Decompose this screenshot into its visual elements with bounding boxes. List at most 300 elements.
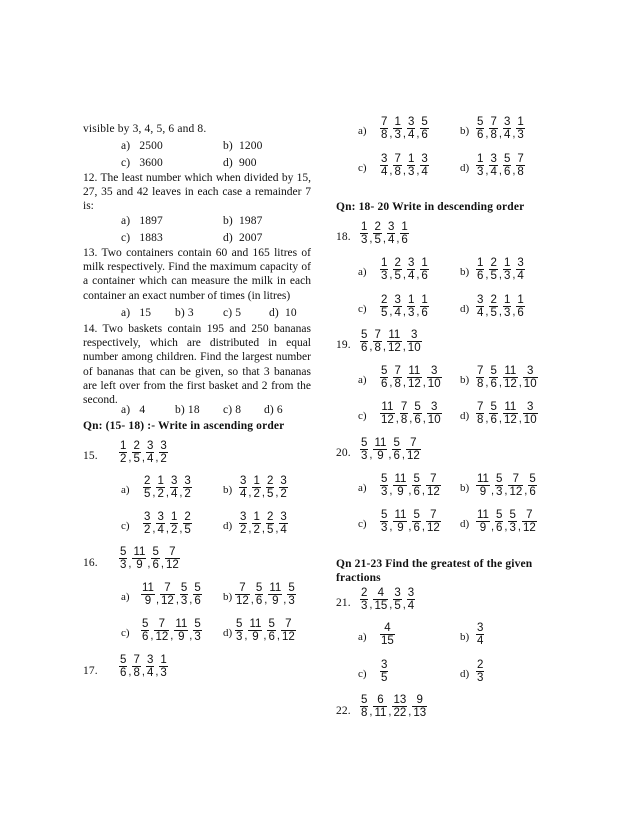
fraction: [420, 257, 428, 282]
fraction-separator: ,: [402, 164, 406, 177]
fraction-separator: ,: [402, 268, 406, 281]
fraction-numerator: 1: [421, 294, 428, 306]
fraction-separator: ,: [518, 376, 522, 389]
fraction-denominator: 4: [146, 453, 154, 465]
fraction-separator: ,: [250, 593, 254, 606]
fraction-numerator: 7: [517, 153, 524, 165]
fraction: [146, 440, 154, 465]
fraction: [165, 546, 180, 571]
fraction-denominator: 12: [426, 522, 440, 534]
fraction-denominator: 3: [361, 600, 368, 612]
fraction: [522, 509, 537, 534]
q21-option-d: [476, 659, 484, 684]
fraction-numerator: 3: [240, 511, 247, 523]
fraction: [412, 473, 420, 498]
fraction-numerator: 5: [421, 116, 428, 128]
fraction: [516, 153, 524, 178]
q17-option-a: [380, 116, 429, 141]
q14-option-d: d) 6: [264, 404, 283, 416]
q18-option-b-label: b): [460, 266, 470, 278]
fraction-separator: ,: [152, 486, 156, 499]
q20-option-d: [476, 509, 537, 534]
fraction-separator: ,: [261, 486, 265, 499]
fraction-numerator: 11: [133, 546, 146, 558]
fraction-denominator: 4: [477, 635, 484, 647]
fraction-denominator: 3: [180, 595, 188, 607]
fraction: [156, 475, 164, 500]
fraction-numerator: 7: [430, 509, 437, 521]
fraction-numerator: 3: [381, 153, 388, 165]
fraction: [119, 440, 127, 465]
q20-option-c: [380, 509, 441, 534]
fraction-numerator: 11: [477, 509, 489, 521]
fraction-denominator: 3: [407, 166, 415, 178]
fraction-denominator: 12: [155, 631, 169, 643]
fraction-numerator: 5: [361, 694, 368, 706]
fraction-denominator: 4: [381, 166, 388, 178]
fraction-numerator: 3: [407, 257, 415, 269]
fraction-denominator: 9: [248, 630, 262, 643]
fraction: [380, 509, 388, 534]
fraction-numerator: 7: [430, 473, 437, 485]
fraction-numerator: 2: [490, 257, 497, 269]
fraction: [266, 475, 274, 500]
q16-option-d: [235, 618, 296, 643]
fraction-denominator: 3: [160, 667, 167, 679]
q16-option-b: [235, 582, 296, 607]
fraction-separator: ,: [369, 598, 373, 611]
fraction-separator: ,: [264, 593, 268, 606]
fraction-denominator: 13: [413, 707, 427, 719]
fraction-separator: ,: [512, 164, 516, 177]
fraction-denominator: 9: [476, 521, 490, 534]
fraction-separator: ,: [408, 705, 412, 718]
q11-option-c: c) 3600: [121, 157, 163, 169]
q11-option-d: d) 900: [223, 157, 257, 169]
fraction: [393, 257, 401, 282]
q17-option-c: [380, 153, 429, 178]
fraction: [266, 511, 274, 536]
fraction-denominator: 9: [268, 594, 282, 607]
fraction-denominator: 3: [394, 129, 401, 141]
fraction-numerator: 5: [529, 473, 536, 485]
fraction-numerator: 1: [477, 153, 484, 165]
fraction-numerator: 1: [503, 294, 511, 306]
question-13: 13. Two containers contain 60 and 165 litres of milk respectively. Find the maximum capacity of a container which can measure the milk in each container an exact number of times (in litres): [83, 247, 311, 302]
q17-option-a-label: a): [358, 125, 367, 137]
fraction-numerator: 11: [374, 437, 387, 449]
fraction-denominator: 3: [407, 307, 415, 319]
fraction-numerator: 3: [146, 654, 154, 666]
q13-option-d: d) 10: [269, 307, 297, 319]
fraction-numerator: 2: [266, 511, 274, 523]
fraction: [380, 257, 388, 282]
fraction-separator: ,: [498, 412, 502, 425]
fraction-denominator: 6: [517, 307, 524, 319]
fraction-numerator: 7: [133, 654, 140, 666]
fraction-separator: ,: [396, 232, 400, 245]
fraction-separator: ,: [485, 376, 489, 389]
fraction-numerator: 5: [509, 509, 516, 521]
fraction: [141, 582, 155, 607]
fraction: [407, 587, 415, 612]
fraction-separator: ,: [248, 522, 252, 535]
fraction-denominator: 6: [255, 595, 263, 607]
fraction-separator: ,: [150, 629, 154, 642]
fraction: [407, 257, 415, 282]
fraction-numerator: 3: [430, 365, 438, 377]
fraction-numerator: 2: [394, 257, 401, 269]
fraction-denominator: 3: [381, 522, 388, 534]
q16-option-b-label: b): [223, 591, 233, 603]
fraction-numerator: 11: [504, 365, 517, 377]
fraction-numerator: 5: [413, 473, 420, 485]
fraction-separator: ,: [485, 305, 489, 318]
fraction: [476, 473, 490, 498]
q16-option-c: [141, 618, 202, 643]
q18-fractions: [360, 221, 409, 246]
fraction-denominator: 6: [421, 307, 428, 319]
fraction-denominator: 6: [529, 486, 536, 498]
fraction-denominator: 8: [517, 166, 524, 178]
fraction: [489, 116, 497, 141]
fraction-separator: ,: [517, 520, 521, 533]
q16-option-c-label: c): [121, 627, 130, 639]
fraction: [255, 582, 263, 607]
fraction: [489, 257, 497, 282]
fraction-numerator: 2: [266, 475, 274, 487]
fraction-separator: ,: [261, 522, 265, 535]
fraction-denominator: 3: [288, 595, 295, 607]
fraction-denominator: 6: [361, 342, 368, 354]
fraction-denominator: 6: [194, 595, 201, 607]
fraction-numerator: 5: [194, 618, 201, 630]
fraction: [373, 694, 387, 719]
section-heading-greatest: Qn 21-23 Find the greatest of the given fractions: [336, 558, 533, 585]
fraction-separator: ,: [389, 376, 393, 389]
fraction-numerator: 2: [477, 659, 484, 671]
fraction-denominator: 10: [523, 378, 537, 390]
fraction: [159, 440, 167, 465]
fraction-numerator: 5: [503, 153, 511, 165]
fraction-numerator: 1: [517, 294, 524, 306]
fraction: [407, 116, 415, 141]
fraction-denominator: 3: [503, 270, 511, 282]
fraction-denominator: 3: [361, 450, 368, 462]
fraction-denominator: 10: [427, 414, 441, 426]
fraction-numerator: 3: [410, 329, 418, 341]
fraction-denominator: 12: [161, 595, 174, 607]
q17-option-c-label: c): [358, 162, 367, 174]
q21-option-c: [380, 659, 388, 684]
fraction: [503, 257, 511, 282]
fraction-separator: ,: [422, 412, 426, 425]
fraction: [412, 509, 420, 534]
fraction: [392, 437, 400, 462]
q16-fractions: [119, 546, 180, 571]
question-14: 14. Two baskets contain 195 and 250 bananas respectively, which are distributed in equal number among children. Find the largest number of bananas that can be given, so that 3 bananas are left over from the first basket and 2 from the second.: [83, 323, 311, 407]
fraction-denominator: 12: [165, 559, 179, 571]
fraction-denominator: 3: [120, 559, 127, 571]
fraction: [489, 401, 497, 426]
q21-option-a-label: a): [358, 631, 367, 643]
fraction-separator: ,: [165, 486, 169, 499]
fraction-numerator: 1: [421, 257, 428, 269]
fraction-numerator: 5: [236, 618, 243, 630]
fraction-numerator: 3: [503, 116, 511, 128]
fraction-numerator: 7: [512, 473, 520, 485]
q18-option-a: [380, 257, 429, 282]
fraction-denominator: 4: [407, 600, 415, 612]
fraction: [407, 153, 415, 178]
fraction: [503, 401, 518, 426]
fraction-numerator: 1: [407, 294, 415, 306]
fraction-numerator: 5: [361, 437, 368, 449]
fraction-numerator: 11: [142, 582, 154, 594]
fraction: [495, 509, 503, 534]
fraction-denominator: 4: [170, 488, 178, 500]
fraction: [476, 153, 484, 178]
fraction-denominator: 9: [393, 485, 407, 498]
fraction-separator: ,: [498, 164, 502, 177]
fraction: [267, 618, 275, 643]
fraction-separator: ,: [498, 376, 502, 389]
fraction: [373, 221, 381, 246]
fraction-separator: ,: [275, 486, 279, 499]
fraction: [373, 587, 388, 612]
fraction-separator: ,: [170, 629, 174, 642]
fraction-separator: ,: [402, 598, 406, 611]
q15-option-d: [239, 511, 288, 536]
fraction: [523, 365, 538, 390]
fraction-numerator: 2: [144, 475, 151, 487]
fraction-separator: ,: [389, 484, 393, 497]
fraction-separator: ,: [369, 340, 373, 353]
fraction-denominator: 6: [401, 234, 408, 246]
fraction-denominator: 4: [387, 234, 395, 246]
fraction-numerator: 7: [374, 329, 381, 341]
q14-option-a: a) 4: [121, 404, 146, 416]
fraction-numerator: 2: [361, 587, 368, 599]
fraction: [427, 365, 442, 390]
fraction: [523, 401, 538, 426]
fraction-denominator: 3: [496, 486, 503, 498]
fraction: [503, 365, 518, 390]
fraction-denominator: 9: [393, 521, 407, 534]
fraction-numerator: 13: [393, 694, 407, 706]
q18-option-c-label: c): [358, 303, 367, 315]
fraction-separator: ,: [128, 665, 132, 678]
fraction-numerator: 7: [477, 365, 484, 377]
fraction: [159, 654, 167, 679]
fraction-numerator: 2: [184, 511, 191, 523]
q17-fractions: [119, 654, 168, 679]
fraction-denominator: 12: [381, 414, 394, 426]
fraction-separator: ,: [165, 522, 169, 535]
fraction: [387, 329, 402, 354]
fraction-denominator: 6: [393, 450, 400, 462]
fraction-denominator: 6: [413, 522, 420, 534]
fraction-numerator: 5: [496, 473, 503, 485]
q17-option-d-label: d): [460, 162, 470, 174]
fraction-numerator: 1: [477, 257, 484, 269]
fraction-denominator: 5: [266, 524, 274, 536]
fraction: [132, 440, 140, 465]
fraction-numerator: 7: [158, 618, 166, 630]
fraction: [248, 618, 262, 643]
fraction: [407, 365, 422, 390]
fraction-numerator: 1: [157, 475, 164, 487]
fraction: [180, 582, 188, 607]
fraction: [400, 221, 408, 246]
fraction: [380, 116, 388, 141]
fraction-numerator: 5: [255, 582, 263, 594]
fraction: [407, 329, 422, 354]
fraction-denominator: 2: [160, 453, 167, 465]
q16-option-a: [141, 582, 202, 607]
q14-option-b: b) 18: [175, 404, 200, 416]
fraction-numerator: 11: [175, 618, 188, 630]
fraction-numerator: 4: [384, 622, 391, 634]
fraction-denominator: 2: [120, 453, 127, 465]
fraction-separator: ,: [369, 448, 373, 461]
fraction: [413, 401, 421, 426]
fraction-denominator: 3: [477, 672, 484, 684]
fraction-numerator: 7: [400, 401, 408, 413]
fraction-numerator: 11: [249, 618, 262, 630]
fraction-numerator: 7: [526, 509, 533, 521]
fraction: [420, 294, 428, 319]
fraction-denominator: 4: [490, 166, 497, 178]
fraction: [156, 511, 164, 536]
fraction-numerator: 3: [157, 511, 164, 523]
fraction-numerator: 3: [184, 475, 191, 487]
fraction-denominator: 8: [394, 166, 401, 178]
fraction-denominator: 10: [427, 378, 441, 390]
fraction: [380, 294, 388, 319]
q18-option-b: [476, 257, 525, 282]
fraction-separator: ,: [388, 705, 392, 718]
fraction: [132, 546, 146, 571]
q21-number: 21.: [336, 597, 351, 609]
fraction-denominator: 5: [394, 270, 401, 282]
fraction-separator: ,: [512, 305, 516, 318]
q11-option-a: a) 2500: [121, 140, 163, 152]
fraction-numerator: 3: [407, 587, 415, 599]
fraction-denominator: 5: [490, 307, 497, 319]
fraction-denominator: 6: [490, 378, 497, 390]
q19-option-c: [380, 401, 442, 426]
fraction: [252, 511, 260, 536]
fraction: [489, 153, 497, 178]
q18-option-a-label: a): [358, 266, 367, 278]
fraction: [119, 654, 127, 679]
fraction-denominator: 8: [490, 129, 497, 141]
fraction-denominator: 8: [133, 667, 140, 679]
section-heading-ascending: Qn: (15- 18) :- Write in ascending order: [83, 420, 285, 432]
fraction-denominator: 4: [280, 524, 287, 536]
fraction: [380, 153, 388, 178]
q15-option-a: [143, 475, 192, 500]
fraction-denominator: 5: [144, 488, 151, 500]
fraction-numerator: 5: [288, 582, 295, 594]
fraction-numerator: 3: [381, 659, 388, 671]
fraction-denominator: 12: [426, 486, 440, 498]
fraction-denominator: 2: [170, 524, 178, 536]
fraction-numerator: 5: [381, 365, 388, 377]
q12-option-c: c) 1883: [121, 232, 163, 244]
fraction-separator: ,: [160, 557, 164, 570]
fraction-numerator: 3: [160, 440, 167, 452]
fraction-denominator: 4: [394, 307, 401, 319]
fraction-separator: ,: [382, 232, 386, 245]
fraction: [426, 509, 441, 534]
fraction: [170, 475, 178, 500]
fraction: [489, 294, 497, 319]
fraction-separator: ,: [389, 164, 393, 177]
fraction: [193, 618, 201, 643]
fraction: [393, 587, 401, 612]
fraction: [503, 294, 511, 319]
fraction: [503, 116, 511, 141]
fraction-separator: ,: [389, 127, 393, 140]
fraction: [373, 437, 387, 462]
q12-option-a: a) 1897: [121, 215, 163, 227]
fraction-numerator: 1: [120, 440, 127, 452]
fraction: [146, 654, 154, 679]
fraction-numerator: 5: [381, 473, 388, 485]
fraction-separator: ,: [179, 486, 183, 499]
q19-fractions: [360, 329, 422, 354]
q16-option-d-label: d): [223, 627, 233, 639]
fraction-denominator: 6: [413, 486, 420, 498]
q16-number: 16.: [83, 557, 98, 569]
fraction: [360, 587, 368, 612]
fraction-numerator: 3: [144, 511, 151, 523]
q21-option-d-label: d): [460, 668, 470, 680]
fraction-separator: ,: [283, 593, 287, 606]
fraction: [508, 509, 516, 534]
section-heading-descending: Qn: 18- 20 Write in descending order: [336, 201, 525, 213]
fraction: [412, 694, 427, 719]
q15-fractions: [119, 440, 168, 465]
fraction-numerator: 11: [394, 509, 407, 521]
fraction: [407, 294, 415, 319]
fraction-denominator: 3: [381, 270, 388, 282]
fraction-numerator: 1: [394, 116, 401, 128]
fraction: [489, 365, 497, 390]
fraction-numerator: 5: [477, 116, 484, 128]
fraction: [287, 582, 295, 607]
fraction: [380, 622, 395, 647]
fraction-denominator: 3: [477, 166, 484, 178]
fraction-separator: ,: [175, 593, 179, 606]
fraction-denominator: 9: [373, 449, 387, 462]
fraction: [235, 618, 243, 643]
fraction-denominator: 5: [394, 600, 401, 612]
fraction-numerator: 7: [410, 437, 417, 449]
q11-option-b: b) 1200: [223, 140, 263, 152]
fraction-denominator: 9: [174, 630, 188, 643]
fraction: [393, 473, 407, 498]
fraction-numerator: 5: [381, 509, 388, 521]
fraction-separator: ,: [485, 127, 489, 140]
fraction-numerator: 7: [477, 401, 484, 413]
fraction-numerator: 3: [421, 153, 428, 165]
fraction-separator: ,: [490, 484, 495, 497]
fraction-denominator: 3: [517, 129, 524, 141]
fraction-numerator: 7: [164, 582, 171, 594]
